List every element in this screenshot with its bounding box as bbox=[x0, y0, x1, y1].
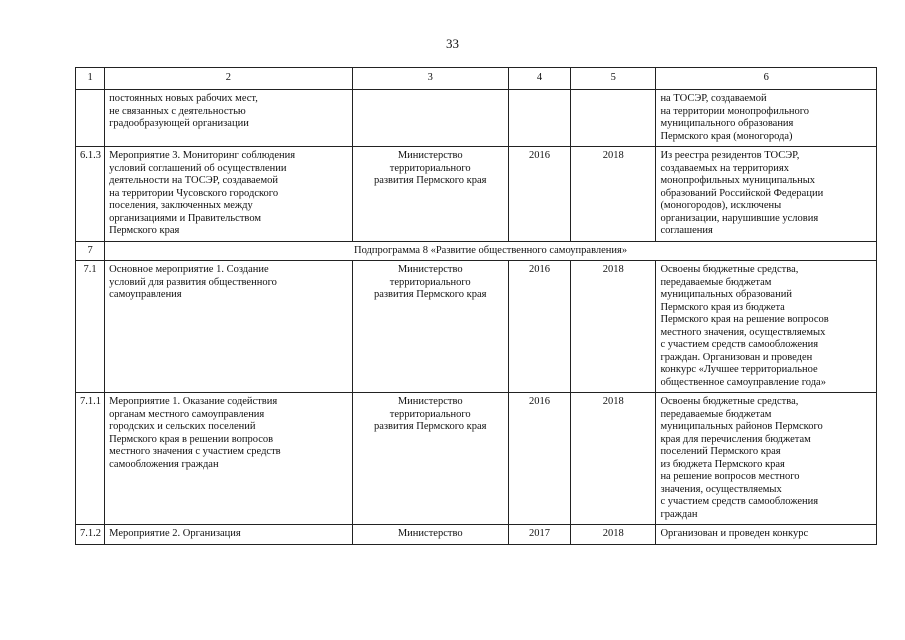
executor-cell bbox=[352, 393, 508, 525]
result-cell-line: соглашения bbox=[660, 225, 713, 236]
end-year-cell bbox=[571, 90, 656, 147]
header-cell: 1 bbox=[76, 68, 105, 90]
result-cell-line: Освоены бюджетные средства, bbox=[660, 396, 799, 407]
activity-cell bbox=[105, 147, 353, 242]
activity-cell-line: деятельности на ТОСЭР, создаваемой bbox=[109, 175, 278, 186]
result-cell-line: (моногородов), исключены bbox=[660, 200, 782, 211]
executor-cell bbox=[352, 147, 508, 242]
row-number-cell: 7.1 bbox=[76, 261, 105, 393]
page-number: 33 bbox=[446, 36, 459, 51]
start-year-cell: 2016 bbox=[508, 261, 570, 393]
table-row bbox=[76, 147, 877, 242]
result-cell-line: монопрофильных муниципальных bbox=[660, 175, 816, 186]
row-number-cell: 7.1.1 bbox=[76, 393, 105, 525]
end-year-cell: 2018 bbox=[571, 147, 656, 242]
activity-cell-line: Мероприятие 1. Оказание содействия bbox=[109, 396, 278, 407]
start-year-cell: 2016 bbox=[508, 393, 570, 525]
executor-cell bbox=[352, 525, 508, 545]
result-cell-line: на ТОСЭР, создаваемой bbox=[660, 93, 767, 104]
result-cell-line: Освоены бюджетные средства, bbox=[660, 264, 799, 275]
table-row bbox=[76, 525, 877, 545]
activity-cell-line: постоянных новых рабочих мест, bbox=[109, 93, 258, 104]
activity-cell-line: поселения, заключенных между bbox=[109, 200, 253, 211]
result-cell bbox=[656, 147, 877, 242]
activity-cell-line: городских и сельских поселений bbox=[109, 421, 256, 432]
result-cell-line: Пермского края из бюджета bbox=[660, 301, 785, 313]
executor-cell bbox=[352, 90, 508, 147]
result-cell-line: граждан bbox=[660, 508, 698, 520]
row-number-cell bbox=[76, 90, 105, 147]
activity-cell-line: Мероприятие 2. Организация bbox=[109, 528, 241, 539]
activity-cell bbox=[105, 393, 353, 525]
executor-cell bbox=[352, 261, 508, 393]
result-cell-line: местного значения, осуществляемых bbox=[660, 326, 826, 338]
activity-cell-line: организациями и Правительством bbox=[109, 212, 262, 224]
result-cell-line: организации, нарушившие условия bbox=[660, 212, 819, 224]
start-year-cell: 2017 bbox=[508, 525, 570, 545]
executor-cell-line: Министерство bbox=[397, 264, 463, 275]
executor-cell-line: территориального bbox=[389, 162, 471, 174]
result-cell-line: из бюджета Пермского края bbox=[660, 458, 785, 470]
executor-cell-line: Министерство bbox=[397, 150, 463, 161]
result-cell-line: Организован и проведен конкурс bbox=[660, 528, 809, 539]
table-body bbox=[76, 90, 877, 545]
header-cell: 6 bbox=[656, 68, 877, 90]
activity-cell bbox=[105, 525, 353, 545]
table-row bbox=[76, 261, 877, 393]
header-cell: 2 bbox=[105, 68, 353, 90]
activity-cell-line: условий для развития общественного bbox=[109, 276, 277, 288]
result-cell-line: с участием средств самообложения bbox=[660, 339, 819, 350]
result-cell-line: Из реестра резидентов ТОСЭР, bbox=[660, 150, 800, 161]
result-cell-line: Пермского края (моногорода) bbox=[660, 130, 793, 142]
activity-cell-line: органам местного самоуправления bbox=[109, 408, 265, 420]
result-cell-line: создаваемых на территориях bbox=[660, 162, 789, 174]
result-cell bbox=[656, 525, 877, 545]
executor-cell-line: территориального bbox=[389, 408, 471, 420]
activity-cell bbox=[105, 90, 353, 147]
result-cell-line: на территории монопрофильного bbox=[660, 105, 810, 117]
activities-table bbox=[75, 67, 877, 545]
table-row bbox=[76, 90, 877, 147]
result-cell-line: с участием средств самообложения bbox=[660, 496, 819, 507]
start-year-cell bbox=[508, 90, 570, 147]
result-cell-line: граждан. Организован и проведен bbox=[660, 351, 813, 363]
activity-cell-line: самообложения граждан bbox=[109, 458, 219, 470]
end-year-cell: 2018 bbox=[571, 525, 656, 545]
executor-cell-line: территориального bbox=[389, 276, 471, 288]
activity-cell bbox=[105, 261, 353, 393]
activity-cell-line: Мероприятие 3. Мониторинг соблюдения bbox=[109, 150, 296, 161]
start-year-cell: 2016 bbox=[508, 147, 570, 242]
activity-cell-line: Пермского края bbox=[109, 225, 180, 236]
row-number-cell: 7.1.2 bbox=[76, 525, 105, 545]
row-number-cell: 7 bbox=[76, 241, 105, 261]
result-cell-line: передаваемые бюджетам bbox=[660, 276, 772, 288]
result-cell-line: муниципальных районов Пермского bbox=[660, 421, 823, 432]
activity-cell-line: самоуправления bbox=[109, 289, 182, 300]
executor-cell-line: развития Пермского края bbox=[373, 175, 487, 186]
activity-cell-line: градообразующей организации bbox=[109, 118, 249, 129]
result-cell-line: образований Российской Федерации bbox=[660, 187, 824, 199]
activity-cell-line: Пермского края в решении вопросов bbox=[109, 433, 274, 445]
subprogram-row bbox=[76, 241, 877, 261]
executor-cell-line: развития Пермского края bbox=[373, 289, 487, 300]
result-cell-line: значения, осуществляемых bbox=[660, 483, 782, 495]
executor-cell-line: Министерство bbox=[397, 396, 463, 407]
table-row bbox=[76, 393, 877, 525]
header-cell: 5 bbox=[571, 68, 656, 90]
result-cell-line: Пермского края на решение вопросов bbox=[660, 314, 829, 325]
result-cell-line: передаваемые бюджетам bbox=[660, 408, 772, 420]
result-cell-line: края для перечисления бюджетам bbox=[660, 433, 811, 445]
activity-cell-line: не связанных с деятельностью bbox=[109, 105, 246, 117]
row-number-cell: 6.1.3 bbox=[76, 147, 105, 242]
header-cell: 3 bbox=[352, 68, 508, 90]
result-cell-line: конкурс «Лучшее территориальное bbox=[660, 364, 818, 375]
executor-cell-line: Министерство bbox=[397, 528, 463, 539]
result-cell-line: муниципальных образований bbox=[660, 289, 792, 300]
activity-cell-line: на территории Чусовского городского bbox=[109, 187, 279, 199]
header-cell: 4 bbox=[508, 68, 570, 90]
result-cell-line: поселений Пермского края bbox=[660, 446, 781, 457]
result-cell bbox=[656, 90, 877, 147]
activity-cell-line: местного значения с участием средств bbox=[109, 446, 281, 457]
activity-cell-line: Основное мероприятие 1. Создание bbox=[109, 264, 269, 275]
executor-cell-line: развития Пермского края bbox=[373, 421, 487, 432]
result-cell-line: муниципального образования bbox=[660, 118, 794, 129]
end-year-cell: 2018 bbox=[571, 261, 656, 393]
result-cell bbox=[656, 393, 877, 525]
subprogram-title: Подпрограмма 8 «Развитие общественного самоуправления» bbox=[105, 241, 877, 261]
result-cell-line: на решение вопросов местного bbox=[660, 471, 800, 482]
header-row bbox=[76, 68, 877, 90]
result-cell bbox=[656, 261, 877, 393]
end-year-cell: 2018 bbox=[571, 393, 656, 525]
result-cell-line: общественное самоуправление года» bbox=[660, 376, 826, 388]
activity-cell-line: условий соглашений об осуществлении bbox=[109, 162, 287, 174]
